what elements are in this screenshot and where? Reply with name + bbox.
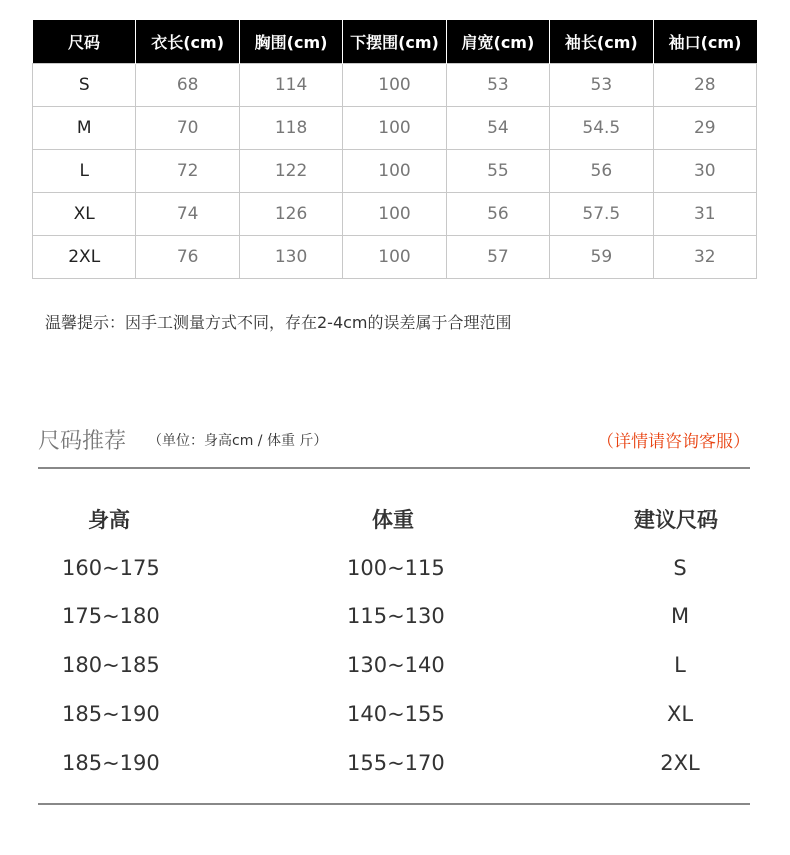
size-chart-table [32,20,757,279]
recommendation-header [38,422,750,458]
table-row [33,193,757,236]
cell-sleeve: 59 [550,236,653,279]
size-chart-header-row [33,20,757,64]
rec-weight: 100~115 [347,556,445,580]
table-row [33,107,757,150]
header-size: 尺码 [33,20,136,64]
rec-size: L [674,653,686,677]
list-item [0,751,790,781]
cell-length: 74 [136,193,239,236]
table-row [33,150,757,193]
list-item [0,653,790,683]
recommendation-title: 尺码推荐 [38,429,127,454]
cell-hem: 100 [343,193,446,236]
header-sleeve: 袖长(cm) [550,20,653,64]
cell-size: S [33,64,136,107]
cell-hem: 100 [343,236,446,279]
header-shoulder: 肩宽(cm) [446,20,549,64]
rec-height: 185~190 [62,751,160,775]
list-item [0,556,790,586]
cell-chest: 122 [239,150,342,193]
rec-height: 180~185 [62,653,160,677]
rec-height: 160~175 [62,556,160,580]
divider [38,467,750,469]
rec-weight: 130~140 [347,653,445,677]
cell-cuff: 29 [653,107,756,150]
cell-hem: 100 [343,64,446,107]
list-item [0,604,790,634]
cell-chest: 118 [239,107,342,150]
cell-hem: 100 [343,107,446,150]
header-length: 衣长(cm) [136,20,239,64]
table-row [33,64,757,107]
cell-length: 70 [136,107,239,150]
cell-size: L [33,150,136,193]
rec-weight: 140~155 [347,702,445,726]
rec-height: 175~180 [62,604,160,628]
cell-chest: 114 [239,64,342,107]
cell-cuff: 28 [653,64,756,107]
cell-shoulder: 55 [446,150,549,193]
cell-sleeve: 53 [550,64,653,107]
cell-shoulder: 53 [446,64,549,107]
measurement-tip: 温馨提示：因手工测量方式不同，存在2-4cm的误差属于合理范围 [45,313,512,332]
cell-size: 2XL [33,236,136,279]
cell-cuff: 30 [653,150,756,193]
cell-length: 68 [136,64,239,107]
cell-shoulder: 57 [446,236,549,279]
list-item [0,702,790,732]
cell-shoulder: 54 [446,107,549,150]
cell-shoulder: 56 [446,193,549,236]
cell-sleeve: 54.5 [550,107,653,150]
cell-chest: 126 [239,193,342,236]
header-height: 身高 [88,508,130,532]
cell-sleeve: 57.5 [550,193,653,236]
header-suggested-size: 建议尺码 [634,508,718,532]
cell-size: XL [33,193,136,236]
cell-length: 72 [136,150,239,193]
cell-hem: 100 [343,150,446,193]
contact-service-note: （详情请咨询客服） [597,432,750,452]
cell-cuff: 31 [653,193,756,236]
divider [38,803,750,805]
rec-weight: 115~130 [347,604,445,628]
rec-size: 2XL [660,751,700,775]
header-cuff: 袖口(cm) [653,20,756,64]
header-chest: 胸围(cm) [239,20,342,64]
table-row [33,236,757,279]
header-weight: 体重 [372,508,414,532]
header-hem: 下摆围(cm) [343,20,446,64]
recommendation-unit-note: （单位：身高cm / 体重 斤） [148,433,328,449]
cell-cuff: 32 [653,236,756,279]
cell-size: M [33,107,136,150]
rec-size: M [670,604,690,628]
cell-chest: 130 [239,236,342,279]
cell-sleeve: 56 [550,150,653,193]
rec-size: XL [666,702,694,726]
rec-size: S [673,556,687,580]
cell-length: 76 [136,236,239,279]
rec-weight: 155~170 [347,751,445,775]
rec-height: 185~190 [62,702,160,726]
